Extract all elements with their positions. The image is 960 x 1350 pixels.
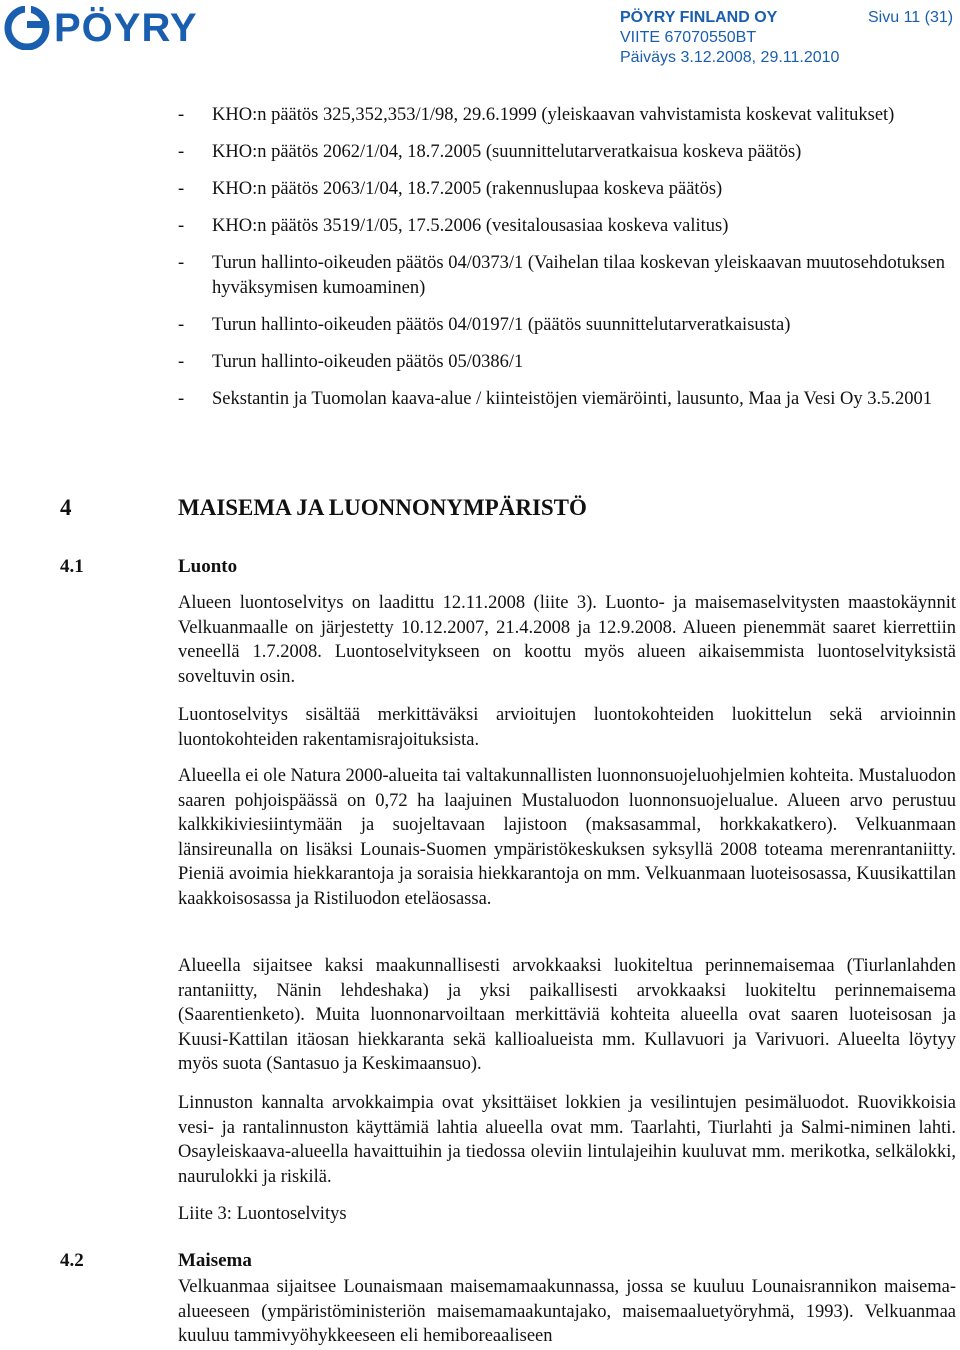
page-number: Sivu 11 (31) bbox=[868, 9, 954, 26]
list-item-text: Sekstantin ja Tuomolan kaava-alue / kiinteistöjen viemäröinti, lausunto, Maa ja Vesi Oy 3.5.2001 bbox=[212, 389, 933, 409]
list-item bbox=[178, 251, 958, 301]
list-dash: - bbox=[178, 105, 185, 125]
list-item bbox=[178, 387, 958, 412]
paragraph: Luontoselvitys sisältää merkittäväksi arvioitujen luontokohteiden luokittelun sekä arvioinnin luontokohteiden rakentamisrajoituksista. bbox=[178, 705, 956, 750]
logo-text: PÖYRY bbox=[54, 6, 198, 50]
appendix-reference: Liite 3: Luontoselvitys bbox=[178, 1204, 347, 1224]
list-item-text: KHO:n päätös 2062/1/04, 18.7.2005 (suunnittelutarveratkaisua koskeva päätös) bbox=[212, 142, 802, 162]
list-dash: - bbox=[178, 179, 185, 199]
list-item bbox=[178, 350, 958, 375]
list-item bbox=[178, 313, 958, 338]
section-number: 4.2 bbox=[60, 1250, 84, 1271]
section-title: Maisema bbox=[178, 1250, 252, 1271]
section-title: MAISEMA JA LUONNONYMPÄRISTÖ bbox=[178, 495, 587, 520]
list-item bbox=[178, 140, 958, 165]
list-dash: - bbox=[178, 389, 185, 409]
list-item-text: KHO:n päätös 3519/1/05, 17.5.2006 (vesitalousasiaa koskeva valitus) bbox=[212, 216, 729, 236]
list-dash: - bbox=[178, 253, 185, 273]
list-item-text: Turun hallinto-oikeuden päätös 04/0197/1 (päätös suunnittelutarveratkaisusta) bbox=[212, 315, 791, 335]
section-number: 4.1 bbox=[60, 556, 84, 577]
company-block bbox=[620, 8, 839, 68]
paragraph: Alueella ei ole Natura 2000-alueita tai valtakunnallisten luonnonsuojeluohjelmien kohteita. Mustaluodon saaren pohjoispäässä on 0,72 ha laajuinen Mustaluodon luonnonsuojelualue. Alueen arvo perustuu kalkkikiviesiintymään ja suojeltavaan lajistoon (maksasammal, horkkakatkero). Velkuanmaan länsireunalla on lisäksi Lounais-Suomen ympäristökeskuksen syksyllä 2008 toteama merenrantaniitty. Pieniä avoimia hiekkarantoja ja soraisia hiekkarantoja on mm. Velkuanmaan luoteisosassa, Kuusikattilan kaakkoisosassa ja Ristiluodon eteläosassa. bbox=[178, 766, 956, 909]
document-date: Päiväys 3.12.2008, 29.11.2010 bbox=[620, 49, 840, 66]
list-item-text: KHO:n päätös 325,352,353/1/98, 29.6.1999 (yleiskaavan vahvistamista koskevat valitukset) bbox=[212, 105, 895, 125]
paragraph: Alueella sijaitsee kaksi maakunnallisesti arvokkaaksi luokiteltua perinnemaisemaa (Tiurlanlahden rantaniitty, Nänin lehdeshaka) ja yksi paikallisesti arvokkaaksi luokiteltu perinnemaisema (Saarentienketo). Muita luonnonarvoiltaan merkittäviä kohteita alueella ovat saaren luoteisosan ja Kuusi-Kattilan itäosan hiekkaranta sekä kallioalueista mm. Kullavuori ja Varivuori. Alueelta löytyy myös suota (Santasuo ja Keskimaansuo). bbox=[178, 956, 956, 1075]
poyry-logo bbox=[4, 6, 198, 50]
decision-list bbox=[178, 103, 958, 424]
company-name: PÖYRY FINLAND OY bbox=[620, 9, 778, 26]
section-title: Luonto bbox=[178, 556, 238, 577]
list-dash: - bbox=[178, 315, 185, 335]
list-item bbox=[178, 103, 958, 128]
section-number: 4 bbox=[60, 495, 72, 520]
reference-number: VIITE 67070550BT bbox=[620, 29, 757, 46]
list-item bbox=[178, 177, 958, 202]
paragraph: Linnuston kannalta arvokkaimpia ovat yksittäiset lokkien ja vesilintujen pesimäluodot. Ruovikkoisia vesi- ja rantalinnuston käyttämiä lahtia alueella ovat mm. Taarlahti, Tiurlahti ja Salmi-niminen lahti. Osayleiskaava-alueella havaittuihin ja tiedossa oleviin lintulajeihin kuuluvat mm. merikotka, selkälokki, naurulokki ja riskilä. bbox=[178, 1093, 956, 1187]
list-item-text: Turun hallinto-oikeuden päätös 04/0373/1 (Vaihelan tilaa koskevan yleiskaavan muutosehdotuksen hyväksymisen kumoaminen) bbox=[212, 253, 946, 298]
list-item-text: KHO:n päätös 2063/1/04, 18.7.2005 (rakennuslupaa koskeva päätös) bbox=[212, 179, 723, 199]
list-item bbox=[178, 214, 958, 239]
list-item-text: Turun hallinto-oikeuden päätös 05/0386/1 bbox=[212, 352, 524, 372]
list-dash: - bbox=[178, 352, 185, 372]
poyry-logo-icon bbox=[4, 6, 50, 50]
list-dash: - bbox=[178, 142, 185, 162]
paragraph: Velkuanmaa sijaitsee Lounaismaan maisemamaakunnassa, jossa se kuuluu Lounaisrannikon maisema-alueeseen (ympäristöministeriön maisemamaakuntajako, maisemaaluetyöryhmä, 1993). Velkuanmaa kuuluu tammivyöhykkeeseen eli hemiboreaaliseen bbox=[178, 1277, 956, 1347]
list-dash: - bbox=[178, 216, 185, 236]
paragraph: Alueen luontoselvitys on laadittu 12.11.2008 (liite 3). Luonto- ja maisemaselvitysten maastokäynnit Velkuanmaalle on järjestetty 10.12.2007, 21.4.2008 ja 12.9.2008. Alueen pienemmät saaret kierrettiin veneellä 1.7.2008. Luontoselvitykseen on koottu myös alueen aikaisemmista luontoselvityksistä soveltuvin osin. bbox=[178, 593, 956, 687]
